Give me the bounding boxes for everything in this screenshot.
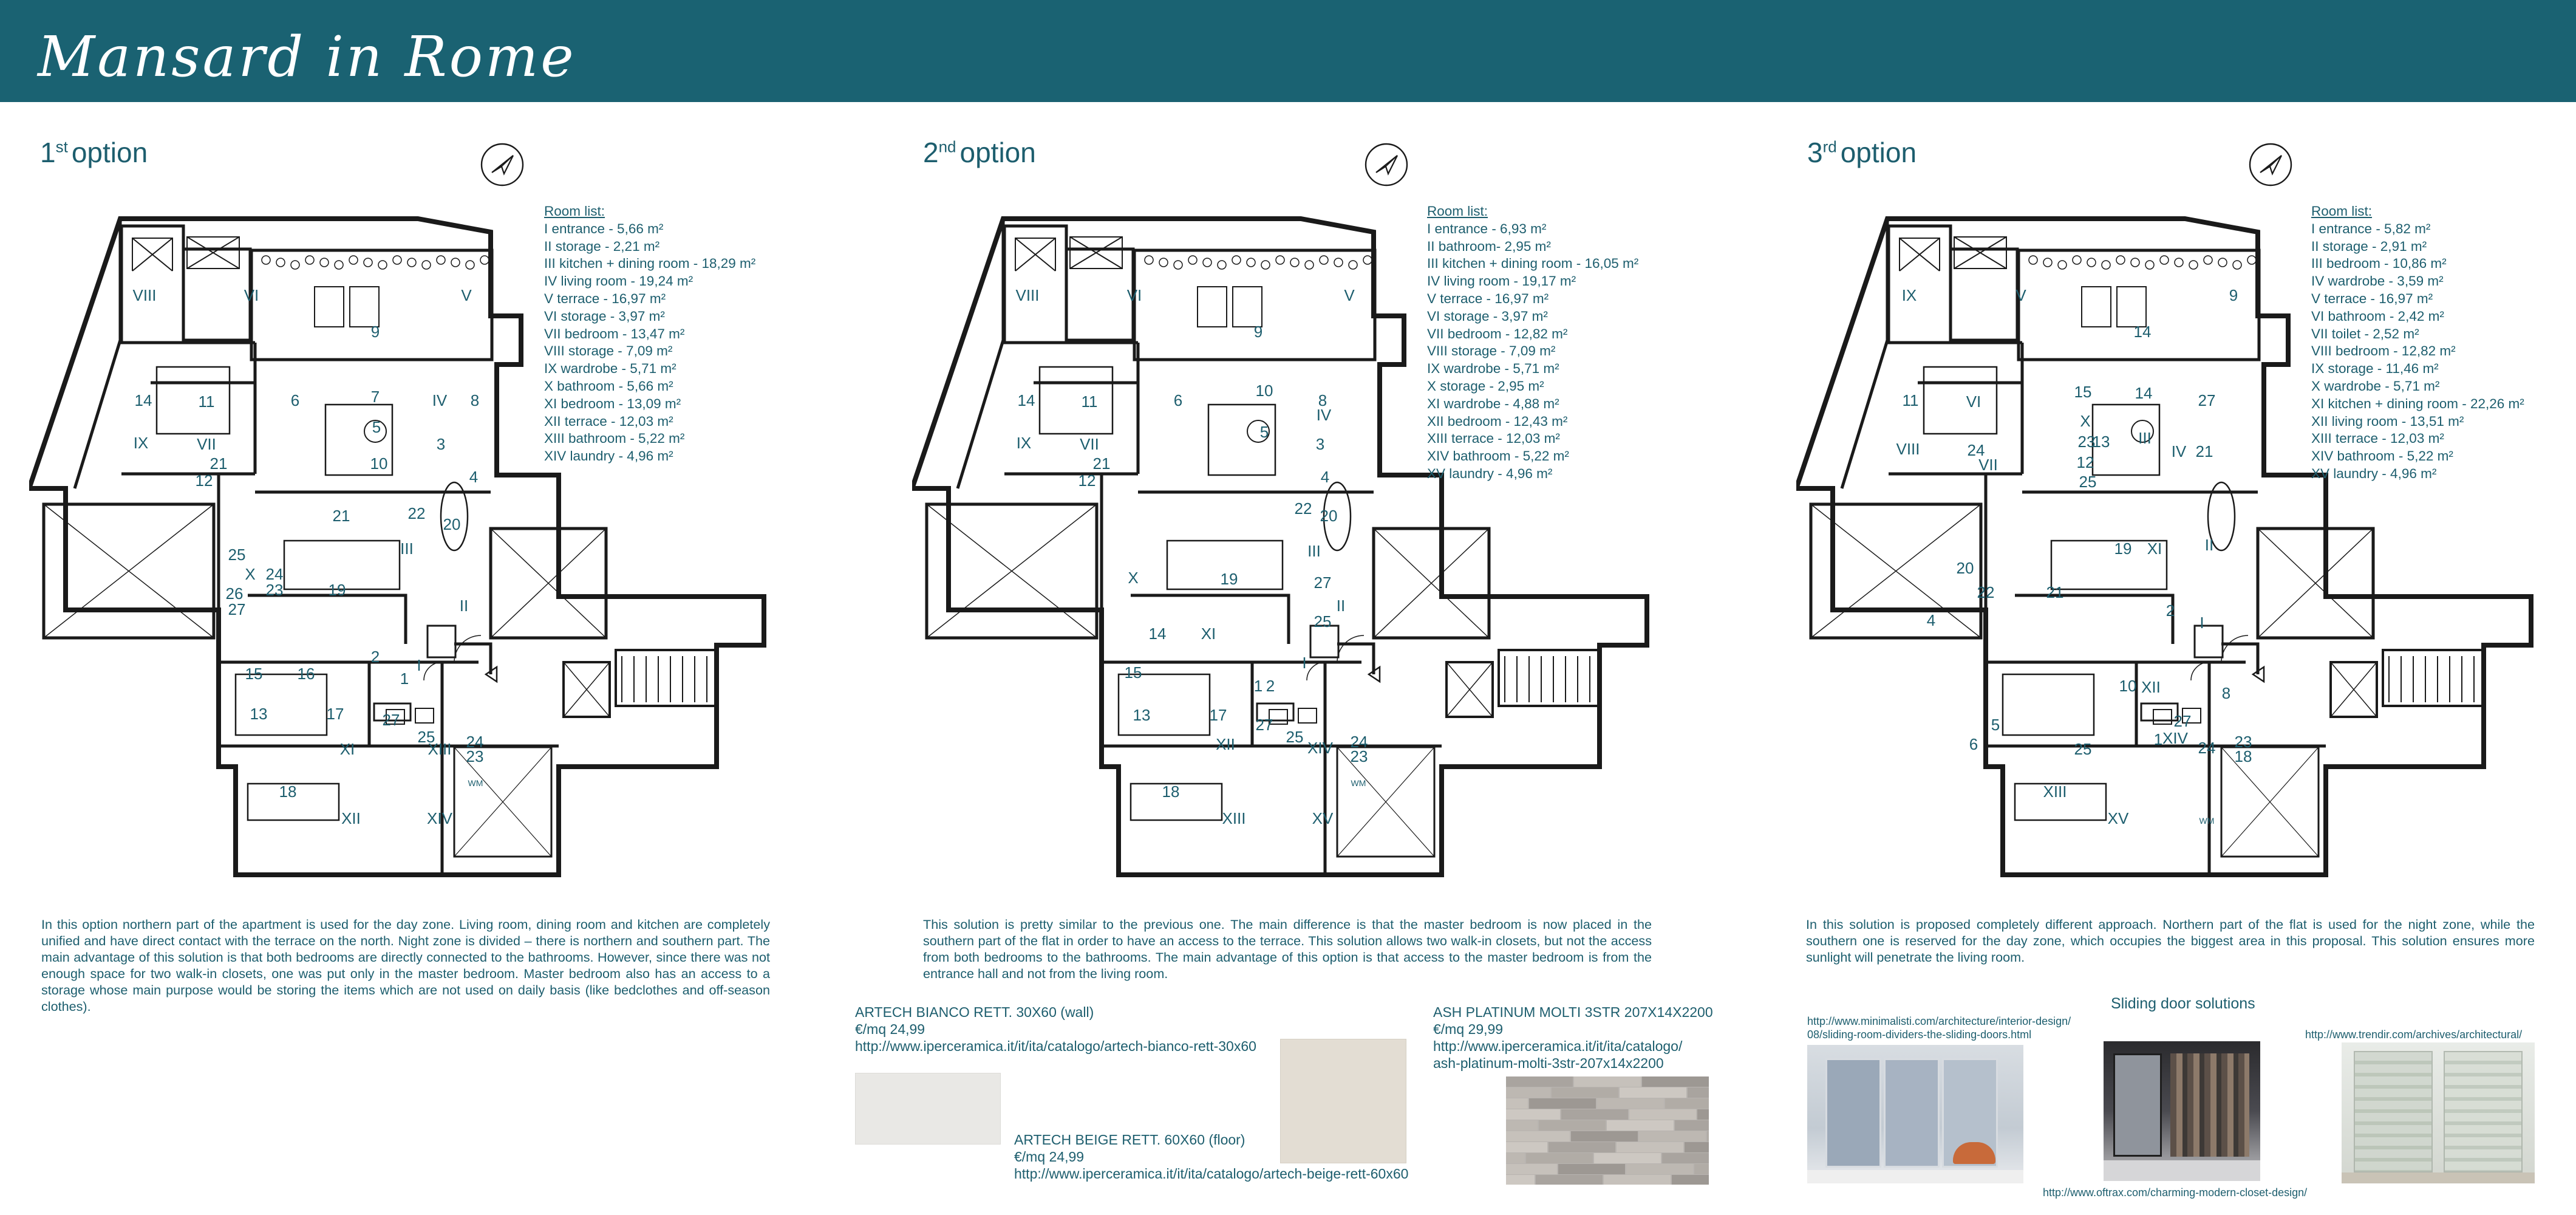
room-label: 10: [2119, 677, 2137, 695]
room-label: 3: [1315, 435, 1325, 453]
room-list-heading: Room list:: [544, 204, 605, 219]
north-arrow-icon: [1364, 142, 1409, 187]
room-list-item: VII toilet - 2,52 m²: [2311, 326, 2419, 341]
room-label: XII: [1216, 735, 1235, 753]
room-label: 23: [2077, 433, 2096, 451]
room-list-item: X wardrobe - 5,71 m²: [2311, 378, 2440, 394]
room-label: 24: [1967, 441, 1985, 459]
room-label: VIII: [1896, 440, 1920, 458]
room-label: 13: [1133, 706, 1151, 724]
room-list-item: VI storage - 3,97 m²: [1427, 308, 1548, 324]
sliding-door-photo-3: [2342, 1042, 2535, 1183]
room-label: 21: [1092, 454, 1111, 473]
room-label: 4: [469, 468, 479, 486]
room-list-item: X storage - 2,95 m²: [1427, 378, 1544, 394]
room-label: 23: [2234, 733, 2252, 751]
room-list-item: XV laundry - 4,96 m²: [1427, 465, 1553, 481]
storage-room: [1889, 226, 1951, 343]
room-label: X: [1128, 569, 1139, 587]
room-label: 25: [2074, 740, 2092, 758]
room-label: 23: [265, 581, 284, 599]
storage-room: [121, 226, 183, 343]
room-list-item: VII bedroom - 12,82 m²: [1427, 326, 1568, 341]
room-label: 24: [2198, 739, 2216, 757]
room-label: X: [245, 565, 256, 583]
room-label: I: [417, 656, 421, 674]
material-ash-link-2[interactable]: ash-platinum-molti-3str-207x14x2200: [1433, 1055, 1664, 1071]
room-label: 19: [328, 581, 346, 599]
room-list-item: V terrace - 16,97 m²: [544, 290, 666, 306]
room-label: 9: [2229, 286, 2238, 304]
room-label: 12: [195, 471, 213, 490]
room-label: 26: [225, 584, 244, 603]
room-label: IV: [2171, 442, 2187, 460]
room-list-heading: Room list:: [2311, 204, 2373, 219]
material-floor-tile: ARTECH BEIGE RETT. 60X60 (floor) €/mq 24,99 http://www.iperceramica.it/it/ita/catalogo/artech-beige-rett-60x60: [1014, 1132, 1409, 1182]
room-label: 11: [1902, 391, 1919, 409]
room-label: 15: [1124, 663, 1142, 682]
room-list-item: X bathroom - 5,66 m²: [544, 378, 673, 394]
room-label: 23: [1350, 747, 1368, 765]
room-list-item: XIV bathroom - 5,22 m²: [1427, 448, 1569, 464]
room-label: 14: [1017, 391, 1035, 409]
option-2-title: 2nd option: [923, 137, 1036, 168]
room-list-item: IV living room - 19,24 m²: [544, 273, 693, 289]
room-label: 12: [1078, 471, 1096, 490]
material-floor-link[interactable]: http://www.iperceramica.it/it/ita/catalogo/artech-beige-rett-60x60: [1014, 1166, 1409, 1182]
room-label: 5: [1259, 423, 1269, 441]
room-label: 21: [2046, 583, 2064, 601]
room-label: 24: [1350, 733, 1368, 751]
room-list-item: XI bedroom - 13,09 m²: [544, 395, 681, 411]
room-list-item: I entrance - 5,82 m²: [2311, 221, 2431, 236]
option-2-description: This solution is pretty similar to the previous one. The main difference is that the master bedroom is now placed in the southern part of the flat in order to have an access to the terrace. This solution allows two walk-in closets, but not the access from both bedrooms to the bathrooms. The main advantage of this option is that access to the master bedroom is from the entrance hall and not from the living room.: [923, 917, 1652, 981]
room-label: XIII: [1222, 809, 1246, 827]
storage-room: [183, 249, 250, 340]
north-arrow-icon: [480, 142, 525, 187]
room-label: 22: [407, 504, 426, 522]
room-label: 18: [1162, 782, 1180, 801]
room-label: 8: [1318, 391, 1327, 409]
sliding-link-1[interactable]: http://www.minimalisti.com/architecture/interior-design/ 08/sliding-room-dividers-the-sliding-doors.html: [1807, 1015, 2071, 1041]
room-label: 4: [1926, 611, 1936, 629]
room-label: 14: [2135, 384, 2153, 402]
room-label: IV: [432, 391, 448, 409]
room-label: 7: [370, 388, 380, 406]
room-label: IX: [1901, 286, 1917, 304]
room-label: 19: [2114, 539, 2132, 558]
room-label: 11: [198, 392, 215, 411]
room-label: 1: [1253, 677, 1263, 695]
room-label: 13: [2092, 433, 2110, 451]
room-label: XI: [1201, 625, 1216, 643]
room-label: 9: [1253, 323, 1263, 341]
room-label: XIII: [2043, 782, 2067, 801]
room-label: 14: [1148, 625, 1167, 643]
room-label: I: [1302, 654, 1307, 672]
room-label: 24: [265, 565, 284, 583]
room-label: V: [461, 286, 472, 304]
room-label: 13: [250, 705, 268, 723]
sliding-door-photo-2: [2104, 1041, 2260, 1181]
room-list-item: IX storage - 11,46 m²: [2311, 361, 2439, 377]
room-label: 8: [2221, 684, 2231, 702]
room-list-item: XII bedroom - 12,43 m²: [1427, 413, 1568, 429]
option-3-description: In this solution is proposed completely different approach. Northern part of the flat is used for the night zone, while the southern one is reserved for the day zone, which occupies the biggest area in this proposal. This solution ensures more sunlight will penetrate the living room.: [1806, 917, 2535, 965]
ash-parquet-swatch: [1506, 1076, 1709, 1185]
room-label: 27: [382, 711, 400, 729]
room-label: IX: [133, 434, 149, 452]
material-ash-parquet: ASH PLATINUM MOLTI 3STR 207X14X2200 €/mq 29,99 http://www.iperceramica.it/it/ita/catalogo/ ash-platinum-molti-3str-207x14x2200: [1433, 1004, 1713, 1071]
room-label: 1: [2153, 730, 2163, 748]
room-label: 27: [1255, 716, 1273, 734]
room-list-option-3: [2311, 203, 2576, 483]
room-label: 25: [2079, 473, 2097, 491]
room-label: 19: [1220, 570, 1238, 588]
room-label: XII: [341, 809, 361, 827]
room-label: 5: [1991, 716, 2000, 734]
room-list-item: V terrace - 16,97 m²: [1427, 290, 1549, 306]
room-list-item: I entrance - 5,66 m²: [544, 221, 664, 236]
room-label: 25: [228, 546, 246, 564]
room-list-item: XIII bathroom - 5,22 m²: [544, 431, 685, 447]
material-ash-link[interactable]: http://www.iperceramica.it/it/ita/catalogo/: [1433, 1038, 1683, 1054]
room-label: 1: [400, 669, 409, 688]
room-label: 14: [2133, 323, 2152, 341]
room-label: 16: [297, 665, 315, 683]
north-arrow-icon: [2248, 142, 2293, 187]
room-label: 20: [1956, 559, 1974, 577]
room-label: VII: [1080, 435, 1099, 453]
room-list-item: II storage - 2,91 m²: [2311, 238, 2427, 254]
room-label: 24: [466, 733, 484, 751]
room-label: 27: [2198, 391, 2216, 409]
room-label: XI: [339, 740, 355, 758]
room-label: 5: [372, 418, 381, 436]
room-label: 6: [1969, 735, 1978, 753]
room-list-item: VIII storage - 7,09 m²: [544, 343, 673, 359]
room-label: XII: [2141, 678, 2161, 696]
room-label: 21: [210, 454, 228, 473]
room-list-heading: Room list:: [1427, 204, 1488, 219]
room-label: V: [2015, 286, 2026, 304]
room-label: 17: [1209, 706, 1227, 724]
room-label: XIV: [1307, 739, 1333, 757]
room-label: 6: [1173, 391, 1183, 409]
room-label: 23: [466, 747, 484, 765]
room-label: 27: [228, 600, 246, 618]
room-label: 2: [1266, 677, 1275, 695]
storage-room: [1951, 249, 2017, 340]
room-list-item: VI storage - 3,97 m²: [544, 308, 665, 324]
storage-room: [1004, 226, 1066, 343]
room-list-item: IX wardrobe - 5,71 m²: [1427, 361, 1559, 377]
room-label: WM: [468, 778, 483, 788]
room-label: VII: [197, 435, 216, 453]
room-label: III: [400, 539, 414, 558]
room-label: 11: [1081, 392, 1098, 411]
sliding-doors-title: Sliding door solutions: [2111, 995, 2255, 1012]
room-label: I: [2199, 614, 2204, 632]
room-list-item: XIV laundry - 4,96 m²: [544, 448, 673, 464]
room-list-item: III bedroom - 10,86 m²: [2311, 256, 2447, 272]
room-list-item: XV laundry - 4,96 m²: [2311, 465, 2437, 481]
room-label: 15: [245, 665, 263, 683]
room-label: 4: [1320, 468, 1330, 486]
room-list-item: V terrace - 16,97 m²: [2311, 290, 2433, 306]
room-label: IV: [1316, 406, 1332, 424]
sliding-link-2[interactable]: http://www.trendir.com/archives/architectural/: [2305, 1028, 2523, 1041]
room-label: XIV: [2162, 729, 2188, 747]
room-label: 25: [1314, 612, 1332, 631]
room-label: XV: [1312, 809, 1334, 827]
room-list-item: XII living room - 13,51 m²: [2311, 413, 2464, 429]
room-list-item: IX wardrobe - 5,71 m²: [544, 361, 676, 377]
room-list-item: XI kitchen + dining room - 22,26 m²: [2311, 395, 2524, 411]
room-label: XIV: [427, 809, 452, 827]
room-list-item: XI wardrobe - 4,88 m²: [1427, 395, 1559, 411]
room-label: 17: [326, 705, 344, 723]
room-list-item: VI bathroom - 2,42 m²: [2311, 308, 2444, 324]
room-list-item: VIII storage - 7,09 m²: [1427, 343, 1556, 359]
material-wall-tile: ARTECH BIANCO RETT. 30X60 (wall) €/mq 24,99 http://www.iperceramica.it/it/ita/catalogo/artech-bianco-rett-30x60: [855, 1004, 1256, 1054]
room-list-item: XIII terrace - 12,03 m²: [1427, 431, 1560, 447]
room-label: VII: [1978, 456, 1998, 474]
sliding-door-photo-1: [1807, 1045, 2023, 1183]
room-label: 18: [279, 782, 297, 801]
room-label: 21: [2195, 442, 2213, 460]
room-list-item: VIII bedroom - 12,82 m²: [2311, 343, 2456, 359]
room-label: 25: [417, 728, 435, 746]
room-label: 20: [1320, 507, 1338, 525]
room-label: VI: [244, 286, 259, 304]
room-list-item: IV wardrobe - 3,59 m²: [2311, 273, 2444, 289]
option-3-title: 3rd option: [1807, 137, 1917, 168]
room-label: 2: [2165, 601, 2175, 620]
room-label: III: [2138, 429, 2152, 447]
room-label: 3: [436, 435, 446, 453]
room-label: 10: [370, 454, 388, 473]
room-label: WM: [2199, 816, 2215, 826]
room-label: 8: [470, 391, 480, 409]
room-label: 9: [370, 323, 380, 341]
room-label: 14: [134, 391, 152, 409]
header-banner: [0, 0, 2576, 102]
room-label: 27: [1314, 573, 1332, 592]
room-label: XIII: [428, 740, 452, 758]
room-list-item: II storage - 2,21 m²: [544, 238, 660, 254]
room-label: VIII: [1015, 286, 1040, 304]
room-label: III: [1307, 542, 1321, 560]
room-label: II: [2204, 536, 2214, 554]
room-list-item: II bathroom- 2,95 m²: [1427, 238, 1551, 254]
room-label: IX: [1016, 434, 1032, 452]
room-list-option-2: [1427, 203, 1755, 483]
room-list-item: IV living room - 19,17 m²: [1427, 273, 1576, 289]
room-label: 15: [2074, 383, 2092, 401]
room-label: VI: [1126, 286, 1142, 304]
room-label: 18: [2234, 747, 2252, 765]
room-list-item: VII bedroom - 13,47 m²: [544, 326, 685, 341]
sliding-link-3[interactable]: http://www.oftrax.com/charming-modern-closet-design/: [2043, 1186, 2308, 1199]
room-label: VI: [1966, 392, 1981, 411]
material-wall-link[interactable]: http://www.iperceramica.it/it/ita/catalogo/artech-bianco-rett-30x60: [855, 1038, 1256, 1054]
room-label: II: [1336, 597, 1346, 615]
room-label: 2: [370, 648, 380, 666]
room-label: 12: [2076, 453, 2094, 471]
room-list-item: XII terrace - 12,03 m²: [544, 413, 673, 429]
room-label: 22: [1294, 499, 1312, 518]
room-label: WM: [1351, 778, 1366, 788]
room-label: 10: [1255, 382, 1273, 400]
wall-tile-swatch: [855, 1073, 1001, 1145]
room-list-item: III kitchen + dining room - 18,29 m²: [544, 256, 756, 272]
room-label: V: [1344, 286, 1355, 304]
room-list-item: III kitchen + dining room - 16,05 m²: [1427, 256, 1639, 272]
room-list-item: I entrance - 6,93 m²: [1427, 221, 1547, 236]
storage-room: [1066, 249, 1133, 340]
room-label: II: [459, 597, 469, 615]
room-label: 6: [290, 391, 300, 409]
room-label: VIII: [132, 286, 157, 304]
room-list-item: XIII terrace - 12,03 m²: [2311, 431, 2444, 447]
room-label: X: [2080, 412, 2091, 430]
room-list-option-1: [544, 203, 872, 465]
room-label: 20: [443, 515, 461, 533]
room-label: XV: [2107, 809, 2129, 827]
page-title: Mansard in Rome: [38, 24, 576, 89]
room-label: 22: [1977, 583, 1995, 601]
option-1-title: 1st option: [40, 137, 148, 168]
room-label: XI: [2147, 539, 2162, 558]
room-label: 25: [1286, 728, 1304, 746]
room-label: 21: [332, 507, 350, 525]
room-list-item: XIV bathroom - 5,22 m²: [2311, 448, 2453, 464]
room-label: 27: [2173, 712, 2192, 730]
option-1-description: In this option northern part of the apartment is used for the day zone. Living room, dining room and kitchen are completely unified and have direct contact with the terrace on the north. Night zone is divided – there is northern and southern part. The main advantage of this solution is that both bedrooms are directly connected to the bathrooms. However, since there was not enough space for two walk-in closets, one was put only in the master bedroom. Master bedroom also has an access to a storage whose main purpose would be storing the items which are not used on daily basis (like bedclothes and off-season clothes).: [41, 917, 770, 1014]
